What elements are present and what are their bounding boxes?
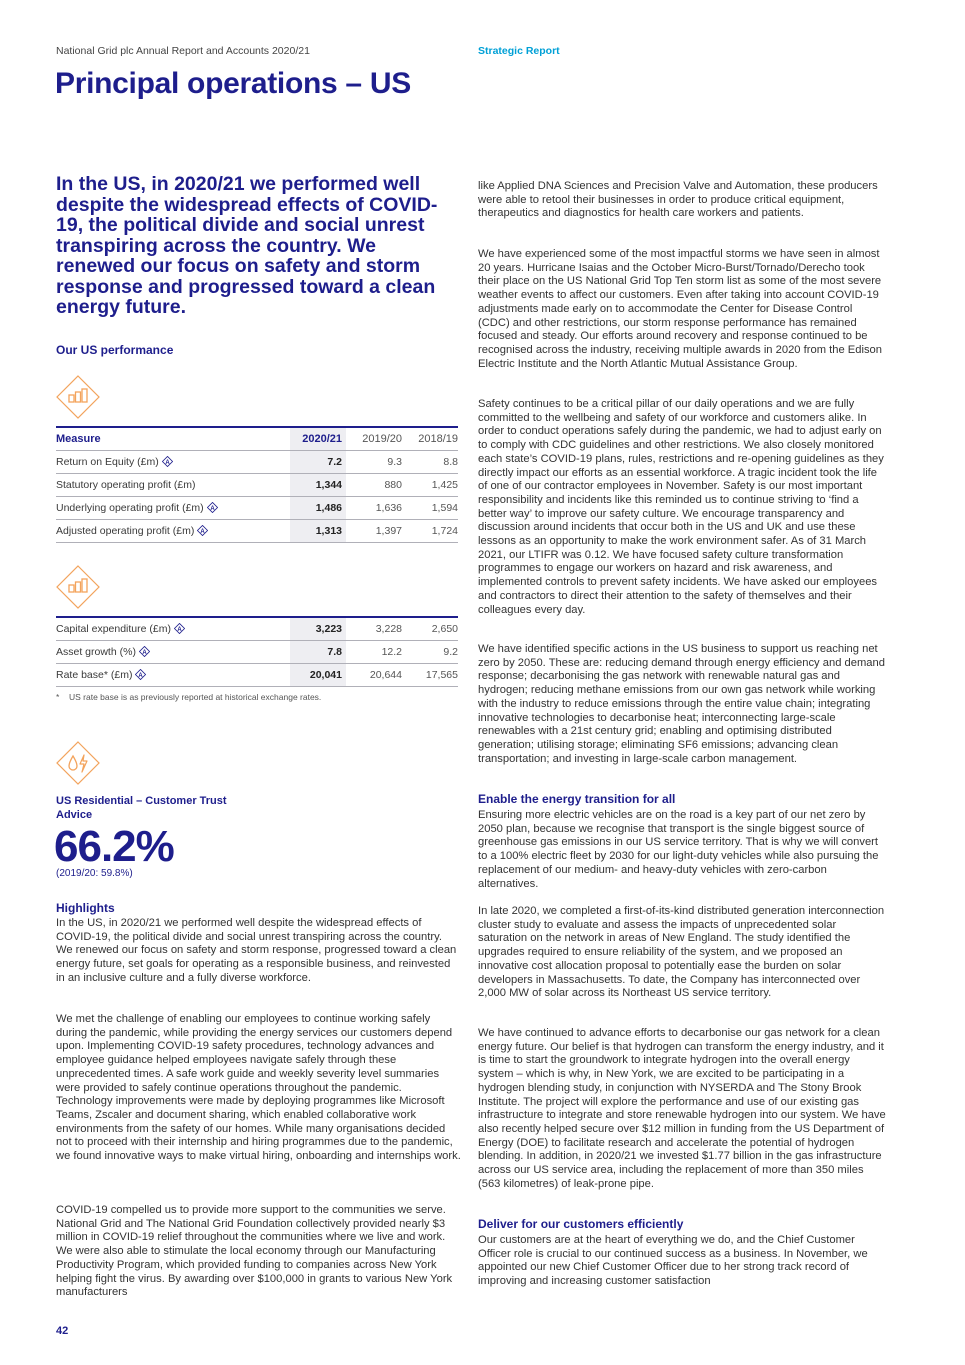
value-2020-21: 7.2 bbox=[290, 451, 346, 474]
bar-chart-diamond-icon bbox=[56, 565, 100, 609]
apm-badge-icon bbox=[162, 456, 173, 467]
kpi-value: 66.2% bbox=[54, 822, 174, 871]
table-row bbox=[56, 497, 458, 520]
value-2019-20: 20,644 bbox=[346, 664, 402, 687]
table-header-row bbox=[56, 427, 458, 451]
customers-paragraph: Our customers are at the heart of everything we do, and the Chief Customer Officer role is crucial to our continued success as a business. In November, we appointed our new Chief Customer Officer due to her strong track record of improving and increasing customer satisfaction bbox=[478, 1234, 868, 1288]
value-2019-20: 9.3 bbox=[346, 451, 402, 474]
value-2020-21: 20,041 bbox=[290, 664, 346, 687]
apm-badge-letter: A bbox=[138, 672, 144, 679]
apm-badge-icon bbox=[139, 646, 150, 657]
measure-label: Return on Equity (£m) bbox=[56, 456, 159, 468]
kpi-label: US Residential – Customer Trust Advice bbox=[56, 795, 227, 821]
measure-cell bbox=[56, 664, 290, 687]
value-2018-19: 1,724 bbox=[402, 520, 458, 543]
apm-badge-icon bbox=[207, 502, 218, 513]
hydrogen-paragraph: We have continued to advance efforts to decarbonise our gas network for a clean energy future. Our belief is that hydrogen can transform the energy industry, and it is time to start the groundwork to integrate hydrogen into the overall energy system – which is why, in New York, we are excited to be participating in a hydrogen blending study, in conjunction with NYSERDA and The Stony Brook Institute. The project will explore the performance and use of our existing gas infrastructure to integrate and store renewable hydrogen into our system. We have also recently helped secure over $12 million in funding from the US Department of Energy (DOE) to facilitate research and accelerate the potential of hydrogen blending. In addition, in 2020/21 we invested $1.77 billion in the gas infrastructure across our US service area, including the replacement of more than 350 miles (563 kilometres) of leak-prone pipe. bbox=[478, 1027, 886, 1190]
col-measure: Measure bbox=[56, 427, 290, 451]
section-label: Strategic Report bbox=[478, 45, 560, 57]
performance-table-1 bbox=[56, 426, 458, 543]
value-2019-20: 12.2 bbox=[346, 641, 402, 664]
bar-chart-diamond-icon bbox=[56, 375, 100, 419]
value-2020-21: 7.8 bbox=[290, 641, 346, 664]
storms-paragraph: We have experienced some of the most impactful storms we have seen in almost 20 years. Hurricane Isaias and the October Micro-Burst/Tornado/Derecho took their place on the US National Grid Top Ten storm list as some of the most severe weather events to affect our customers. Even after taking into account COVID-19 adjustments made early on to accommodate the Center for Disease Control (CDC) and other restrictions, our storm response performance has remained focused and steady. Our efforts around recovery and response continued to be recognised across the industry, receiving multiple awards in 2020 from the Edison Electric Institute and the North Atlantic Mutual Assistance Group. bbox=[478, 248, 882, 370]
page-title: Principal operations – US bbox=[55, 67, 411, 100]
col-2020-21: 2020/21 bbox=[290, 427, 346, 451]
table-row bbox=[56, 451, 458, 474]
value-2018-19: 1,594 bbox=[402, 497, 458, 520]
measure-label: Statutory operating profit (£m) bbox=[56, 479, 196, 491]
solar-paragraph: In late 2020, we completed a first-of-its-kind distributed generation interconnection cluster study to evaluate and assess the impacts of unprecedented solar saturation on the network in areas of New England. The study identified the upgrades required to ensure reliability of the system, and we proposed an innovative cost allocation proposal to potentially ease the burden on solar developers in Massachusetts. To date, the Company has interconnected over 2,000 MW of solar across its Northeast US service territory. bbox=[478, 905, 885, 1000]
apm-badge-letter: A bbox=[177, 626, 182, 633]
value-2018-19: 8.8 bbox=[402, 451, 458, 474]
measure-cell bbox=[56, 641, 290, 664]
measure-label: Capital expenditure (£m) bbox=[56, 623, 171, 635]
ev-paragraph: Ensuring more electric vehicles are on the road is a key part of our net zero by 2050 plan, because we recognise that transport is the single biggest source of greenhouse gas emissions in our US service territory. That is why we will convert to a 100% electric fleet by 2030 for our light-duty vehicles while also pursuing the replacement of our medium- and heavy-duty vehicles with zero-carbon alternatives. bbox=[478, 809, 879, 890]
measure-label: Asset growth (%) bbox=[56, 646, 136, 658]
measure-cell bbox=[56, 497, 290, 520]
value-2018-19: 1,425 bbox=[402, 474, 458, 497]
safety-paragraph: Safety continues to be a critical pillar of our daily operations and we are fully committed to the wellbeing and safety of our workforce and customers alike. In order to conduct operations safely during the pandemic, we had to adjust early on to comply with CDC guidelines and other restrictions. We also closely monitored each state’s COVID-19 plans, rules, restrictions and re-opening guidelines as they directly impact our efforts as an essential workforce. A tragic incident took the life of one of our contractor employees in November. Safety is our most important responsibility and incidents like this reminded us to continue striving to ‘find a better way’ to improve our safety culture. We encourage transparency and discussion around incidents that occur both in the US and UK and use these lessons as an opportunity to make the work environment safer. As of 31 March 2021, our LTIFR was 0.12. We have focused safety culture transformation programmes to engage our workers on hazard and risk awareness, and implemented controls to prevent safety incidents. We have asked our employees and contractors to direct their attention to the safety of themselves and their colleagues every day. bbox=[478, 398, 884, 616]
report-title: National Grid plc Annual Report and Accounts 2020/21 bbox=[56, 45, 310, 57]
energy-transition-heading: Enable the energy transition for all bbox=[478, 792, 676, 806]
apm-badge-icon bbox=[197, 525, 208, 536]
apm-badge-letter: A bbox=[165, 459, 170, 466]
value-2020-21: 3,223 bbox=[290, 617, 346, 641]
value-2018-19: 9.2 bbox=[402, 641, 458, 664]
table-row bbox=[56, 474, 458, 497]
value-2018-19: 17,565 bbox=[402, 664, 458, 687]
footnote-marker: * bbox=[56, 692, 60, 702]
table-row bbox=[56, 617, 458, 641]
performance-heading: Our US performance bbox=[56, 343, 174, 357]
net-zero-paragraph: We have identified specific actions in the US business to support us reaching net zero by 2050. These are: reducing demand through energy efficiency and demand response; decarbonising the gas network with renewable natural gas and hydrogen; reducing methane emissions from our own gas network while working with the industry to reduce emissions through the entire value chain; integrating innovative technologies to decarbonise heat; interconnecting large-scale renewables with a 21st century grid; enabling and optimising distributed generation; utilising storage; eliminating SF6 emissions; advancing clean transportation; and investing in large-scale carbon management. bbox=[478, 643, 885, 765]
customers-heading: Deliver for our customers efficiently bbox=[478, 1217, 684, 1231]
apm-badge-letter: A bbox=[142, 649, 147, 656]
table-row bbox=[56, 520, 458, 543]
measure-cell bbox=[56, 520, 290, 543]
highlights-paragraph-1: In the US, in 2020/21 we performed well despite the widespread effects of COVID-19, the political divide and social unrest transpiring across the country. We renewed our focus on safety and storm response, progressed toward a clean energy future, set goals for operating as a responsible business, and reinvested in an inclusive culture and a fully diverse workforce. bbox=[56, 917, 457, 984]
col-2018-19: 2018/19 bbox=[402, 427, 458, 451]
right-paragraph-1: like Applied DNA Sciences and Precision Valve and Automation, these producers were able to retool their businesses in order to produce critical equipment, therapeutics and diagnostics for health care workers and patients. bbox=[478, 180, 878, 220]
measure-cell bbox=[56, 474, 290, 497]
value-2019-20: 3,228 bbox=[346, 617, 402, 641]
performance-table-2 bbox=[56, 616, 458, 687]
intro-statement: In the US, in 2020/21 we performed well despite the widespread effects of COVID-19, the political divide and social unrest transpiring across the country. We renewed our focus on safety and storm response and progressed toward a clean energy future. bbox=[56, 173, 438, 318]
measure-cell bbox=[56, 451, 290, 474]
highlights-heading: Highlights bbox=[56, 901, 115, 915]
measure-label: Adjusted operating profit (£m) bbox=[56, 525, 195, 537]
page-number: 42 bbox=[56, 1325, 69, 1337]
highlights-paragraph-3: COVID-19 compelled us to provide more support to the communities we serve. National Grid and The National Grid Foundation collectively provided nearly $3 million in COVID-19 relief throughout the communities where we live and work. We were also able to stimulate the local economy through our Manufacturing Productivity Program, which provided funding to companies across New York helping fight the virus. By awarding over $100,000 in grants to various New York manufacturers bbox=[56, 1204, 453, 1299]
highlights-paragraph-2: We met the challenge of enabling our employees to continue working safely during the pandemic, while providing the energy services our customers depend upon. Implementing COVID-19 safety procedures, technology advances and employee guidance helped employees navigate safely through these unprecedented times. A safe work guide and weekly severity level summaries were provided to safely continue operations throughout the pandemic. Technology improvements were made by deploying programmes like Microsoft Teams, Zscaler and document sharing, which enabled collaborative work environments from the safety of our homes. While many organisations decided not to proceed with their internship and hiring programmes due to the pandemic, we found innovative ways to make virtual hiring, onboarding and internships work. bbox=[56, 1013, 461, 1163]
value-2018-19: 2,650 bbox=[402, 617, 458, 641]
apm-badge-icon bbox=[135, 669, 146, 680]
footnote-text: US rate base is as previously reported at historical exchange rates. bbox=[69, 692, 322, 702]
value-2019-20: 1,397 bbox=[346, 520, 402, 543]
water-lightning-diamond-icon bbox=[56, 741, 100, 785]
value-2020-21: 1,486 bbox=[290, 497, 346, 520]
kpi-prior-year: (2019/20: 59.8%) bbox=[56, 868, 133, 879]
value-2020-21: 1,344 bbox=[290, 474, 346, 497]
value-2019-20: 1,636 bbox=[346, 497, 402, 520]
value-2020-21: 1,313 bbox=[290, 520, 346, 543]
apm-badge-letter: A bbox=[200, 528, 205, 535]
apm-badge-letter: A bbox=[210, 505, 215, 512]
apm-badge-icon bbox=[174, 623, 185, 634]
measure-cell bbox=[56, 617, 290, 641]
col-2019-20: 2019/20 bbox=[346, 427, 402, 451]
measure-label: Rate base* (£m) bbox=[56, 669, 133, 681]
rate-base-footnote bbox=[56, 692, 321, 702]
value-2019-20: 880 bbox=[346, 474, 402, 497]
table-row bbox=[56, 664, 458, 687]
table-row bbox=[56, 641, 458, 664]
measure-label: Underlying operating profit (£m) bbox=[56, 502, 204, 514]
